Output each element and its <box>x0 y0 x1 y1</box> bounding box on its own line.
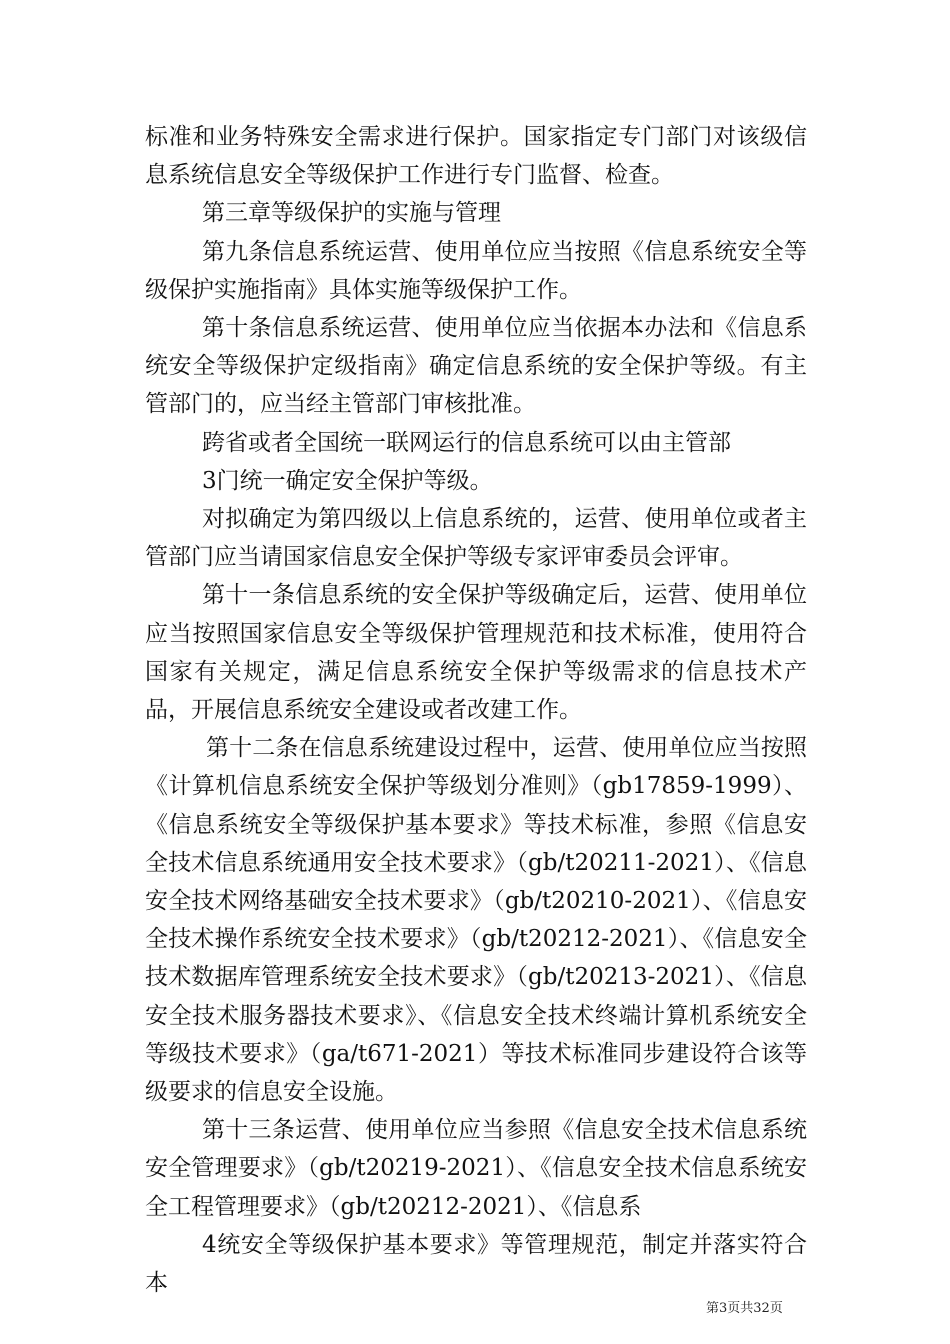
page-number-footer: 第3页共32页 <box>706 1301 783 1316</box>
chapter-heading: 第三章等级保护的实施与管理 <box>202 200 501 227</box>
paragraph-unified-level: 3门统一确定安全保护等级。 <box>202 467 493 494</box>
article-10: 第十条信息系统运营、使用单位应当依据本办法和《信息系统安全等级保护定级指南》确定信息系统的安全保护等级。有主管部门的，应当经主管部门审核批准。 <box>145 315 807 418</box>
article-9: 第九条信息系统运营、使用单位应当按照《信息系统安全等级保护实施指南》具体实施等级保护工作。 <box>145 238 807 303</box>
paragraph-management-norms: 4统安全等级保护基本要求》等管理规范，制定并落实符合本 <box>145 1231 807 1297</box>
paragraph-continuation: 标准和业务特殊安全需求进行保护。国家指定专门部门对该级信息系统信息安全等级保护工作进行专门监督、检查。 <box>145 124 807 189</box>
article-13: 第十三条运营、使用单位应当参照《信息安全技术信息系统安全管理要求》（gb/t20219-2021）、《信息安全技术信息系统安全工程管理要求》（gb/t20212-2021）、《信息系 <box>145 1117 807 1220</box>
article-11: 第十一条信息系统的安全保护等级确定后，运营、使用单位应当按照国家信息安全等级保护管理规范和技术标准，使用符合国家有关规定，满足信息系统安全保护等级需求的信息技术产品，开展信息系统安全建设或者改建工作。 <box>145 582 807 724</box>
paragraph-cross-province: 跨省或者全国统一联网运行的信息系统可以由主管部 <box>202 429 731 456</box>
article-12: 第十二条在信息系统建设过程中，运营、使用单位应当按照《计算机信息系统安全保护等级划分准则》（gb17859-1999）、《信息系统安全等级保护基本要求》等技术标准，参照《信息安全技术信息系统通用安全技术要求》（gb/t20211-2021）、《信息安全技术网络基础安全技术要求》（gb/t20210-2021）、《信息安全技术操作系统安全技术要求》（gb/t20212-2021）、《信息安全技术数据库管理系统安全技术要求》（gb/t20213-2021）、《信息安全技术服务器技术要求》、《信息安全技术终端计算机系统安全等级技术要求》（ga/t671-2021）等技术标准同步建设符合该等级要求的信息安全设施。 <box>145 735 807 1106</box>
document-body <box>145 118 807 1302</box>
paragraph-level-four-review: 对拟确定为第四级以上信息系统的，运营、使用单位或者主管部门应当请国家信息安全保护等级专家评审委员会评审。 <box>145 506 807 571</box>
